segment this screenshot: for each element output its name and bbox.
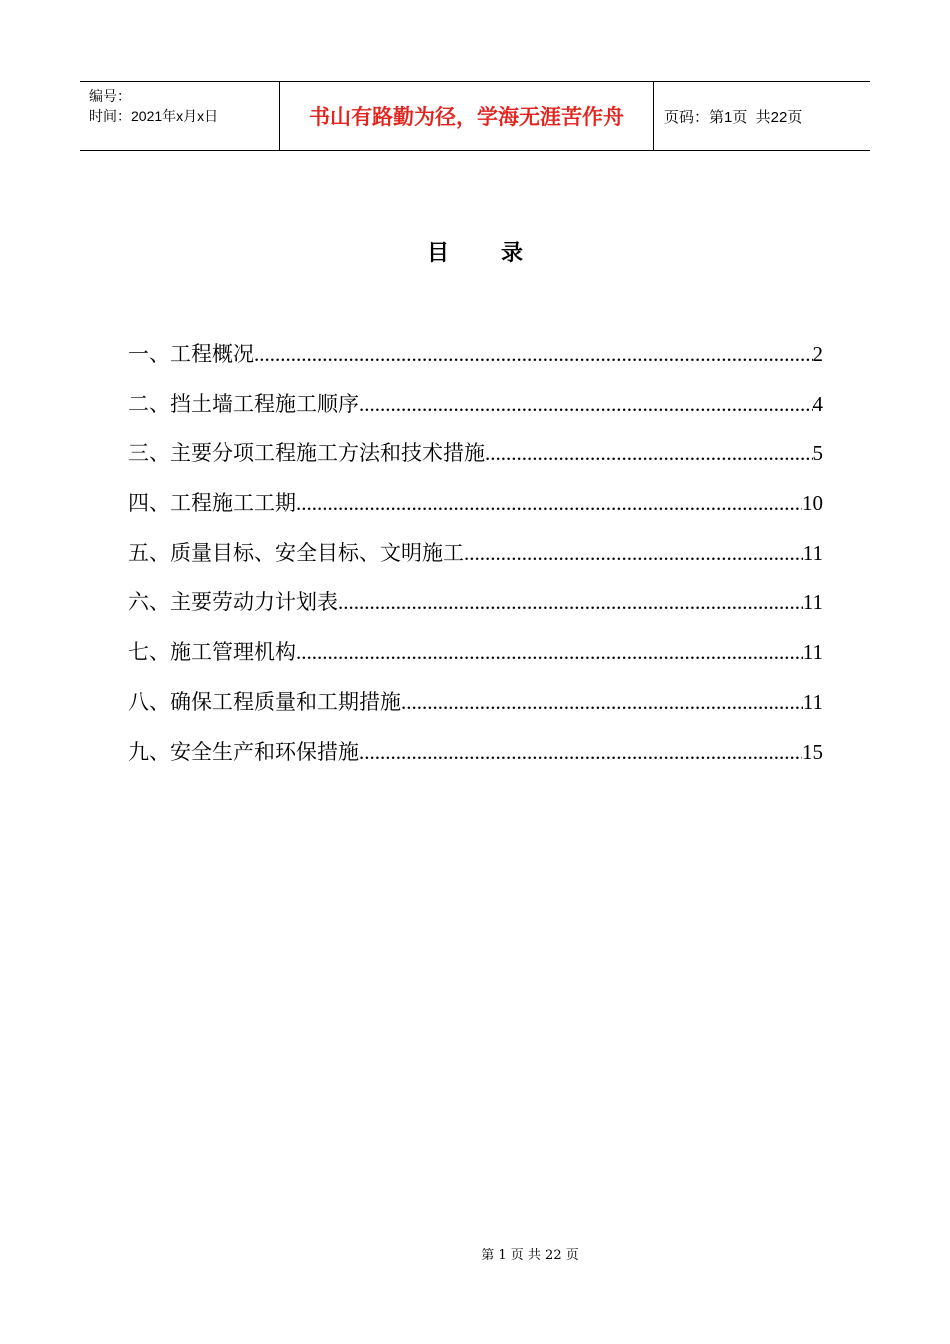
toc-entry-page: 11	[802, 590, 823, 615]
toc-entry-page: 5	[812, 441, 823, 466]
toc-leader-dots	[464, 541, 803, 566]
toc-entry[interactable]	[128, 437, 823, 487]
toc-entry-label: 三、主要分项工程施工方法和技术措施	[128, 441, 485, 466]
toc-entry-label: 七、施工管理机构	[128, 640, 296, 665]
toc-entry[interactable]	[128, 487, 823, 537]
header-page-info	[654, 82, 870, 150]
toc-leader-dots	[338, 590, 803, 615]
toc-leader-dots	[296, 491, 802, 516]
toc-leader-dots	[401, 690, 803, 715]
toc-entry[interactable]	[128, 586, 823, 636]
page-footer	[0, 1244, 950, 1263]
toc-entry-label: 二、挡土墙工程施工顺序	[128, 391, 359, 416]
toc-entry-page: 2	[812, 342, 823, 366]
page-header	[80, 81, 870, 151]
toc-leader-dots	[359, 740, 802, 765]
toc-entry[interactable]	[128, 338, 823, 388]
toc-entry-page: 11	[802, 640, 823, 665]
toc-leader-dots	[254, 342, 813, 367]
toc-entry[interactable]	[128, 388, 823, 438]
toc-entry-page: 11	[802, 540, 823, 565]
header-meta	[80, 82, 280, 150]
toc-entry-label: 五、质量目标、安全目标、文明施工	[128, 540, 464, 565]
toc-entry-label: 一、工程概况	[128, 342, 254, 366]
toc-entry-page: 15	[802, 739, 823, 764]
toc-entry-label: 八、确保工程质量和工期措施	[128, 689, 401, 714]
toc-entry-page: 4	[812, 391, 823, 416]
toc-title: 目录	[426, 241, 575, 266]
document-date: 时间：2021年x月x日	[89, 108, 219, 124]
toc-entry[interactable]	[128, 736, 823, 786]
toc-entry[interactable]	[128, 686, 823, 736]
toc-entry[interactable]	[128, 636, 823, 686]
toc-entry-page: 11	[802, 689, 823, 714]
table-of-contents	[128, 338, 823, 785]
toc-entry[interactable]	[128, 537, 823, 587]
toc-entry-label: 九、安全生产和环保措施	[128, 739, 359, 764]
toc-leader-dots	[296, 640, 803, 665]
footer-page-number: 第 1 页 共 22 页	[481, 1248, 579, 1263]
header-motto: 书山有路勤为径，学海无涯苦作舟	[280, 82, 654, 150]
toc-entry-page: 10	[802, 491, 823, 516]
toc-leader-dots	[485, 441, 813, 466]
toc-leader-dots	[359, 392, 813, 417]
toc-entry-label: 四、工程施工工期	[128, 491, 296, 516]
header-page-info-text: 页码：第1页 共22页	[664, 108, 803, 126]
toc-entry-label: 六、主要劳动力计划表	[128, 590, 338, 615]
document-number-label: 编号：	[89, 88, 131, 104]
